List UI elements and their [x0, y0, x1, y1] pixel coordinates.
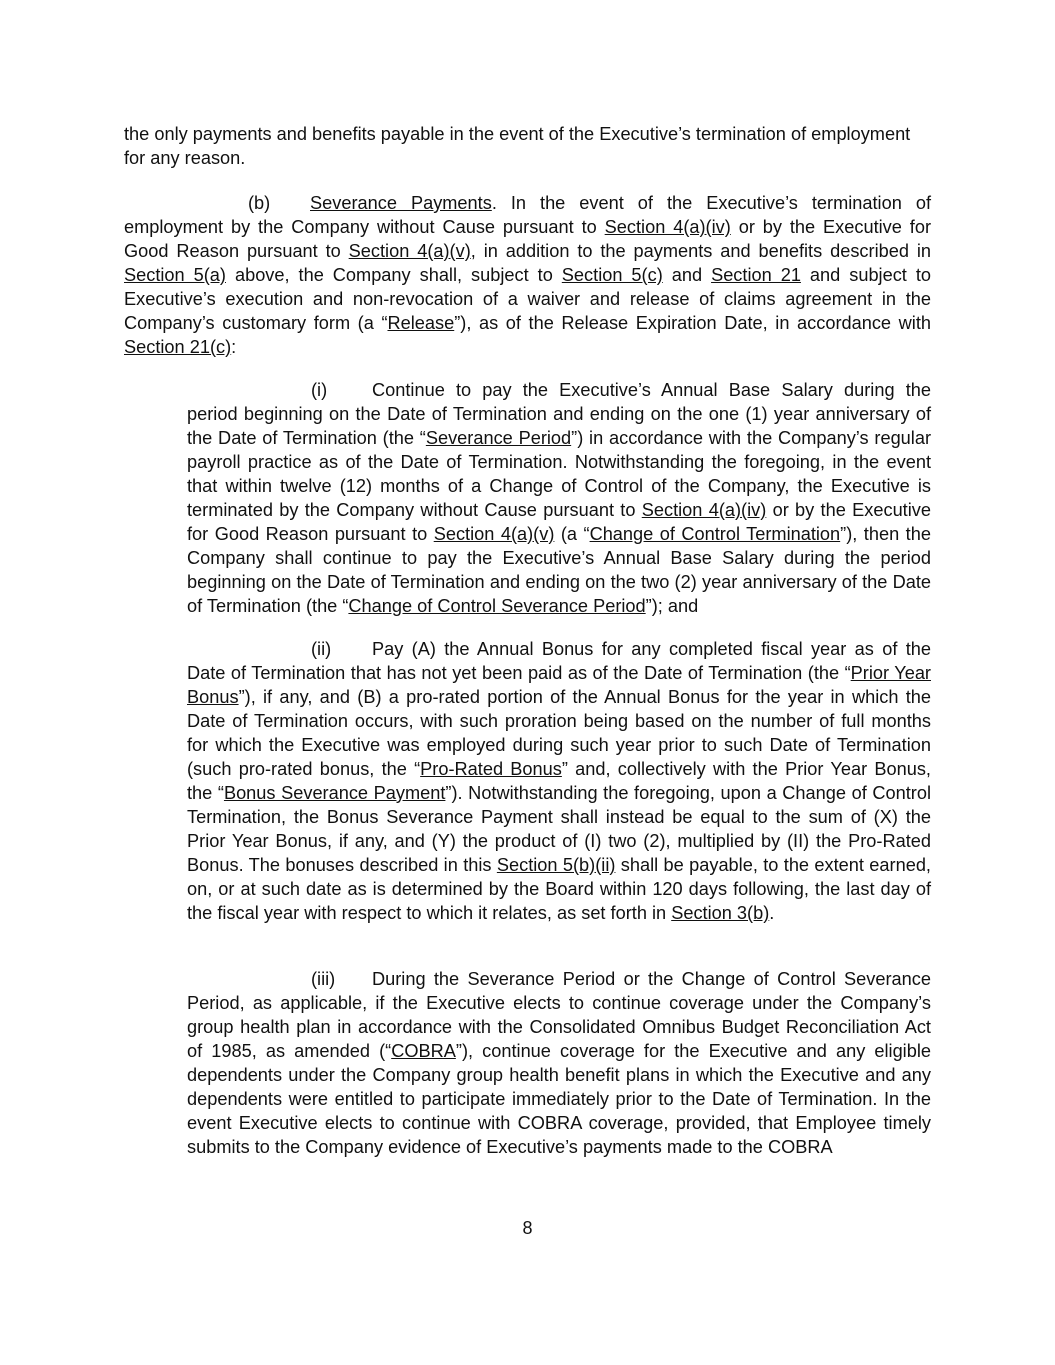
- section-b-marker: (b): [248, 193, 271, 213]
- item-i-text-2: ”) in accordance with the Company’s regular payroll practice as of the Date of Termination. Notwithstanding the foregoing, in the event that within twelve (12) months of a Change of Control of the Company, the Executive is terminated by the Company without Cause pursuant to: [187, 428, 932, 520]
- section-ref: Section 5(a): [124, 265, 226, 285]
- item-iii-paragraph: [187, 967, 931, 1159]
- section-b-text-7: ”), as of the Release Expiration Date, in accordance with: [454, 313, 931, 333]
- section-ref: Section 21: [711, 265, 801, 285]
- section-b-text-4: above, the Company shall, subject to: [225, 265, 562, 285]
- item-ii-text-4: ”). Notwithstanding the foregoing, upon a Change of Control Termination, the Bonus Severance Payment shall instead be equal to the sum of (X) the Prior Year Bonus, if any, and (Y) the product of (I) two (2), multiplied by (II) the Pro-Rated Bonus. The bonuses described in this: [187, 783, 931, 875]
- item-ii-text-6: .: [769, 903, 775, 923]
- item-i-text-5: ”), then the Company shall continue to pay the Executive’s Annual Base Salary during the period beginning on the Date of Termination and ending on the two (2) year anniversary of the Date of Termination (the “: [187, 524, 931, 616]
- item-i-text-4: (a “: [554, 524, 590, 544]
- item-i-paragraph: [187, 378, 931, 618]
- section-b-heading: Severance Payments: [310, 193, 492, 213]
- defined-term: Prior Year Bonus: [187, 663, 931, 707]
- defined-term: COBRA: [391, 1041, 456, 1061]
- section-ref: Section 5(c): [561, 265, 663, 285]
- section-b-text-5: and: [662, 265, 712, 285]
- item-ii-text-5: shall be payable, to the extent earned, on, or at such date as is determined by the Board within 120 days following, the last day of the fiscal year with respect to which it relates, as set forth in: [187, 855, 931, 923]
- item-i-marker: (i): [311, 380, 328, 400]
- section-b-text-8: :: [231, 337, 237, 357]
- section-ref: Section 4(a)(v): [348, 241, 471, 261]
- defined-term: Change of Control Severance Period: [348, 596, 646, 616]
- section-b-text-2: or by the Executive for Good Reason pursuant to: [124, 217, 931, 261]
- defined-term: Release: [387, 313, 455, 333]
- item-ii-text-3: ” and, collectively with the Prior Year Bonus, the “: [187, 759, 931, 803]
- item-iii-text-1: During the Severance Period or the Change of Control Severance Period, as applicable, if the Executive elects to continue coverage under the Company’s group health plan in accordance with the Consolidated Omnibus Budget Reconciliation Act of 1985, as amended (“: [187, 969, 931, 1061]
- defined-term: Pro-Rated Bonus: [420, 759, 562, 779]
- section-ref: Section 3(b): [671, 903, 770, 923]
- item-iii-text-2: ”), continue coverage for the Executive and any eligible dependents under the Company group health benefit plans in which the Executive and any dependents were entitled to participate immediately prior to the Date of Termination. In the event Executive elects to continue with COBRA coverage, provided, that Employee timely submits to the Company evidence of Executive’s payments made to the COBRA: [187, 1041, 931, 1157]
- intro-text: the only payments and benefits payable in the event of the Executive’s termination of employment for any reason.: [124, 124, 911, 168]
- section-ref: Section 5(b)(ii): [496, 855, 616, 875]
- section-b-paragraph: [124, 191, 931, 359]
- section-b-text-6: and subject to Executive’s execution and non-revocation of a waiver and release of claims agreement in the Company’s customary form (a “: [124, 265, 931, 333]
- item-ii-text-2: ”), if any, and (B) a pro-rated portion of the Annual Bonus for the year in which the Date of Termination occurs, with such proration being based on the number of full months for which the Executive was employed during such year prior to such Date of Termination (such pro-rated bonus, the “: [187, 687, 931, 779]
- item-ii-marker: (ii): [311, 639, 332, 659]
- defined-term: Change of Control Termination: [589, 524, 841, 544]
- page-number: 8: [522, 1218, 533, 1238]
- item-ii-text-1: Pay (A) the Annual Bonus for any completed fiscal year as of the Date of Termination that has not yet been paid as of the Date of Termination (the “: [187, 639, 931, 683]
- section-ref: Section 4(a)(iv): [641, 500, 767, 520]
- item-i-text-1: Continue to pay the Executive’s Annual Base Salary during the period beginning on the Date of Termination and ending on the one (1) year anniversary of the Date of Termination (the “: [187, 380, 931, 448]
- defined-term: Severance Period: [425, 428, 572, 448]
- intro-paragraph: [124, 122, 930, 170]
- section-b-text-1: . In the event of the Executive’s termination of employment by the Company without Cause pursuant to: [124, 193, 931, 237]
- section-ref: Section 21(c): [124, 337, 232, 357]
- section-ref: Section 4(a)(v): [433, 524, 555, 544]
- section-ref: Section 4(a)(iv): [604, 217, 731, 237]
- section-b-text-3: , in addition to the payments and benefits described in: [470, 241, 931, 261]
- item-i-text-6: ”); and: [645, 596, 699, 616]
- item-iii-marker: (iii): [311, 969, 336, 989]
- item-ii-paragraph: [187, 637, 931, 925]
- item-i-text-3: or by the Executive for Good Reason pursuant to: [187, 500, 931, 544]
- defined-term: Bonus Severance Payment: [223, 783, 446, 803]
